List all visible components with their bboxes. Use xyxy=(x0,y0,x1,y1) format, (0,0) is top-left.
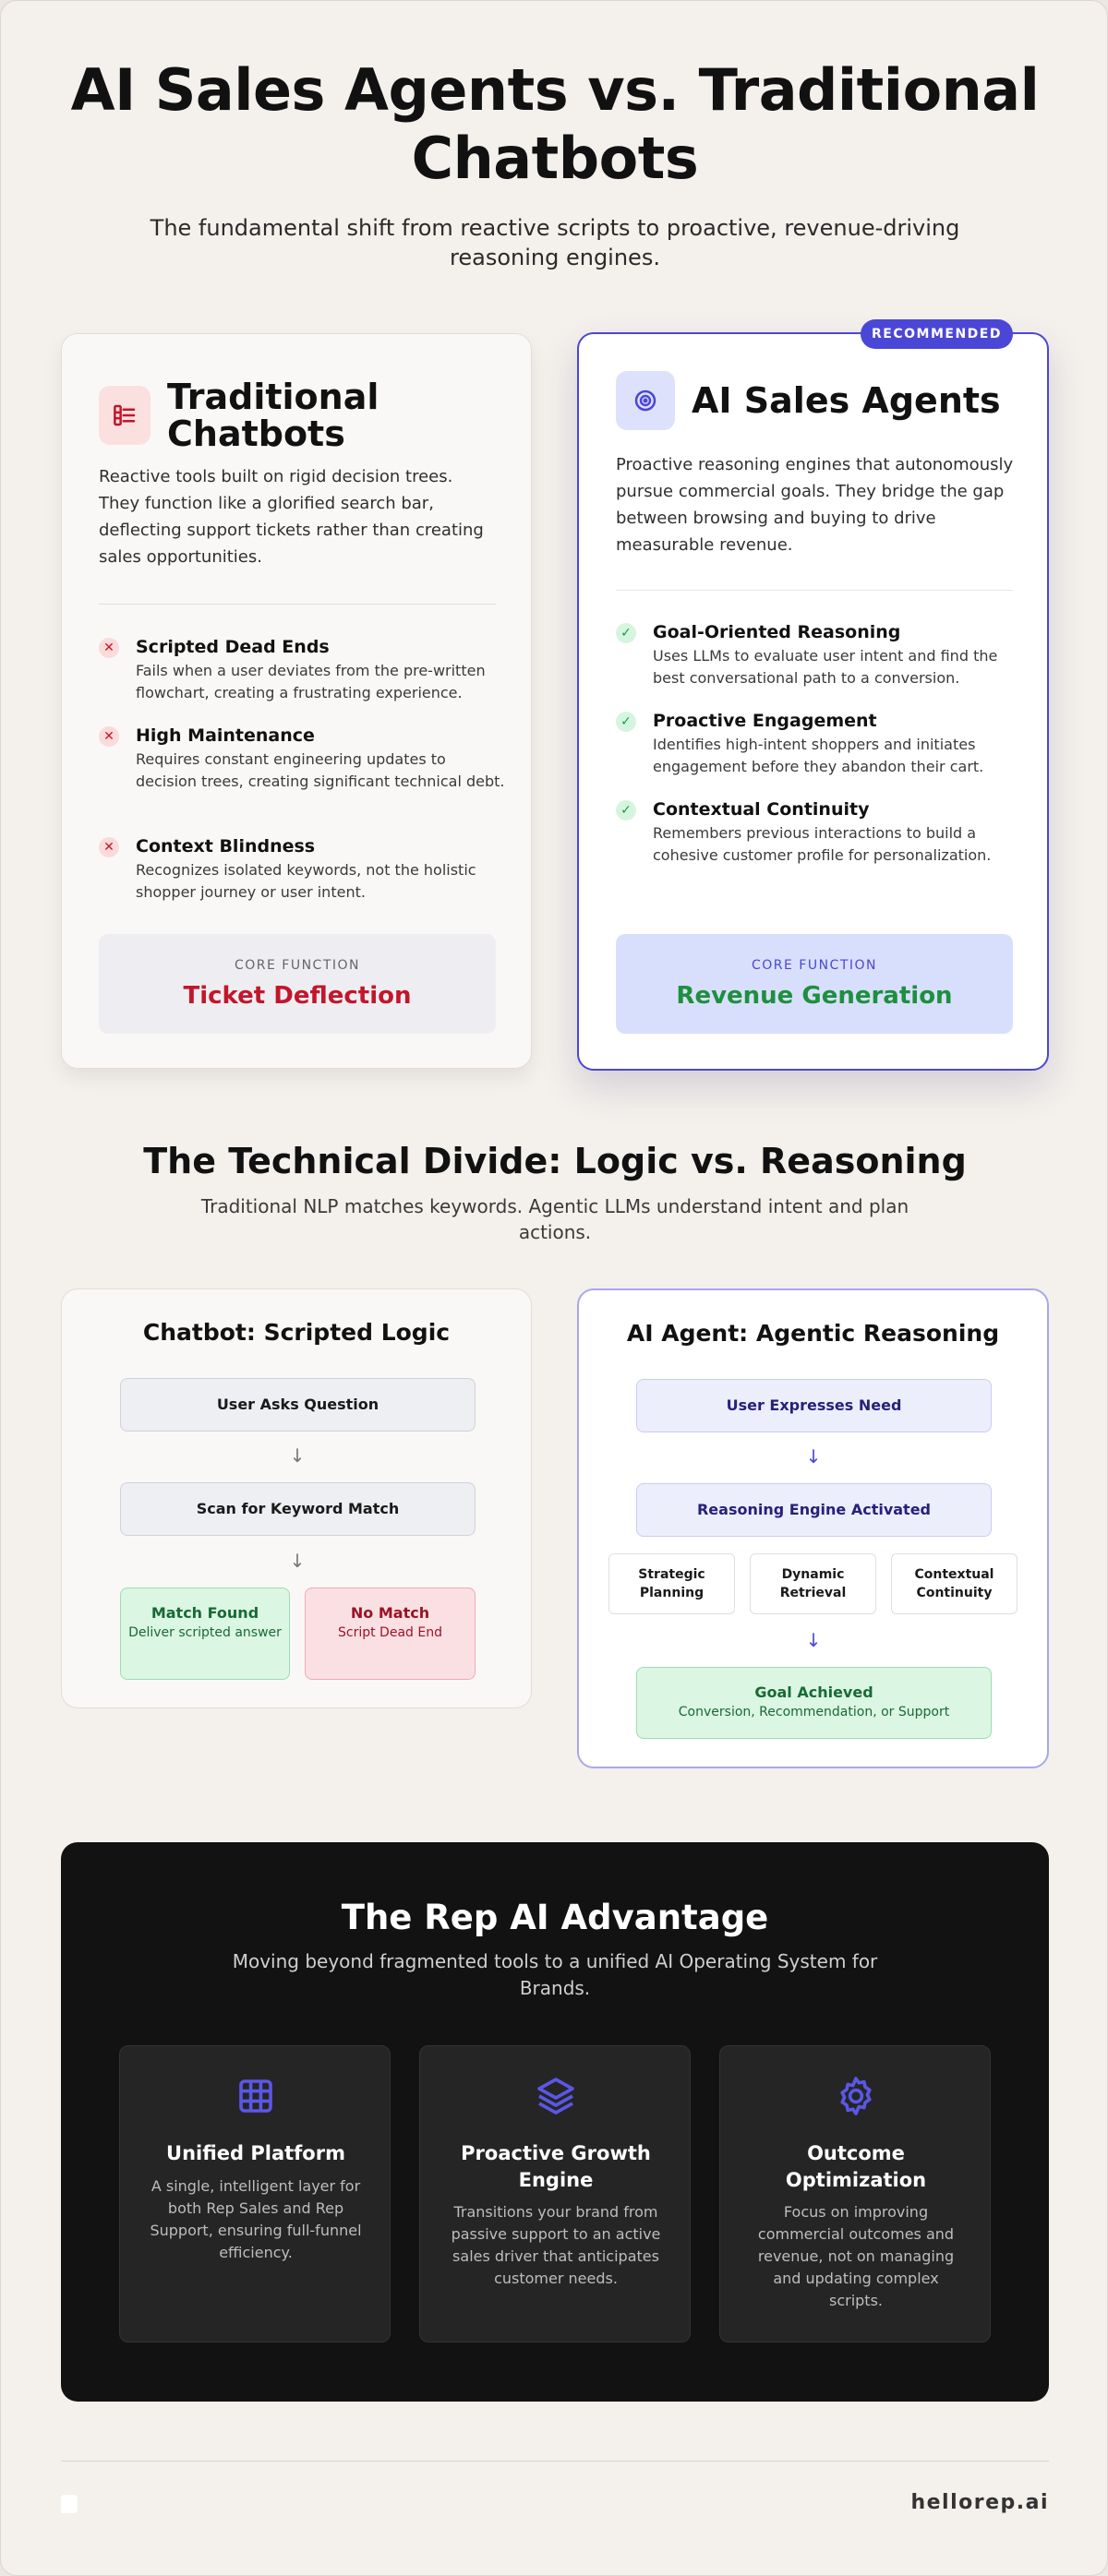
feature-description: Uses LLMs to evaluate user intent and find the best conversational path to a conversion. xyxy=(653,647,998,687)
core-function-label: CORE FUNCTION xyxy=(234,958,361,973)
feature-description: Recognizes isolated keywords, not the holistic shopper journey or user intent. xyxy=(136,861,476,901)
layers-icon xyxy=(534,2074,578,2118)
feature-item xyxy=(616,798,1022,867)
arrow-down-icon: ↓ xyxy=(805,1629,822,1651)
arrow-down-icon: ↓ xyxy=(805,1445,822,1468)
footer-divider xyxy=(61,2461,1049,2462)
chatbot-flow-diagram xyxy=(61,1288,532,1708)
outcome-title: Goal Achieved xyxy=(754,1683,873,1701)
flow-title: Chatbot: Scripted Logic xyxy=(142,1319,451,1346)
feature-title: Scripted Dead Ends xyxy=(136,637,330,657)
advantage-section xyxy=(61,1842,1049,2402)
outcome-description: Conversion, Recommendation, or Support xyxy=(678,1705,950,1719)
outcome-description: Script Dead End xyxy=(338,1625,442,1640)
arrow-down-icon: ↓ xyxy=(289,1444,306,1467)
x-icon: ✕ xyxy=(99,837,119,857)
x-icon: ✕ xyxy=(99,638,119,658)
feature-item xyxy=(616,710,1022,778)
card-description: Proactive reasoning engines that autonomously pursue commercial goals. They bridge the gap between browsing and buying to drive measurable revenue. xyxy=(616,455,1014,555)
flow-step: Scan for Keyword Match xyxy=(120,1482,476,1536)
tile-title: Outcome Optimization xyxy=(785,2142,927,2191)
branch-box: Dynamic Retrieval xyxy=(750,1553,876,1614)
feature-description: Identifies high-intent shoppers and initiates engagement before they abandon their cart. xyxy=(653,736,984,775)
core-function-box xyxy=(99,934,496,1034)
section-subtitle: Traditional NLP matches keywords. Agentic LLMs understand intent and plan actions. xyxy=(200,1195,909,1243)
check-icon: ✓ xyxy=(616,712,636,732)
flow-step: User Asks Question xyxy=(120,1378,476,1432)
feature-title: Goal-Oriented Reasoning xyxy=(653,622,901,642)
feature-title: Contextual Continuity xyxy=(653,799,870,820)
list-icon xyxy=(99,386,151,445)
core-function-value: Revenue Generation xyxy=(676,982,953,1010)
feature-description: Fails when a user deviates from the pre-written flowchart, creating a frustrating experience. xyxy=(136,662,486,701)
core-function-value: Ticket Deflection xyxy=(183,982,412,1010)
feature-title: Proactive Engagement xyxy=(653,711,877,731)
outcome-description: Deliver scripted answer xyxy=(128,1625,282,1640)
flow-title: AI Agent: Agentic Reasoning xyxy=(626,1320,1000,1347)
divider xyxy=(616,590,1013,591)
ai-sales-agents-card xyxy=(577,327,1049,1071)
no-match-box xyxy=(305,1588,476,1680)
feature-description: Requires constant engineering updates to decision trees, creating significant technical debt. xyxy=(136,750,505,790)
flow-step: User Expresses Need xyxy=(636,1379,992,1432)
feature-item xyxy=(616,621,1022,689)
core-function-label: CORE FUNCTION xyxy=(751,958,878,973)
recommended-badge: RECOMMENDED xyxy=(861,319,1013,349)
feature-title: High Maintenance xyxy=(136,725,315,746)
flow-step: Reasoning Engine Activated xyxy=(636,1483,992,1537)
grid-icon xyxy=(234,2074,278,2118)
tile-title: Proactive Growth Engine xyxy=(461,2142,651,2191)
traditional-chatbots-card xyxy=(61,333,532,1069)
outcome-title: No Match xyxy=(350,1604,430,1622)
feature-item xyxy=(99,636,505,704)
branch-box: Strategic Planning xyxy=(608,1553,735,1614)
divider xyxy=(99,604,496,605)
goal-achieved-box xyxy=(636,1667,992,1739)
match-found-box xyxy=(120,1588,290,1680)
gear-icon xyxy=(834,2074,878,2118)
feature-item xyxy=(99,725,505,793)
target-icon xyxy=(616,371,675,430)
technical-divide-section xyxy=(1,1138,1108,1245)
advantage-tile xyxy=(119,2045,391,2342)
feature-title: Context Blindness xyxy=(136,836,316,857)
section-subtitle: Moving beyond fragmented tools to a unified AI Operating System for Brands. xyxy=(232,1950,878,1999)
page-title: AI Sales Agents vs. Traditional Chatbots xyxy=(70,56,1040,192)
feature-description: Remembers previous interactions to build a cohesive customer profile for personalization. xyxy=(653,824,992,864)
card-title: Traditional Chatbots xyxy=(167,377,379,454)
feature-item xyxy=(99,835,505,904)
card-header xyxy=(616,371,1001,430)
check-icon: ✓ xyxy=(616,800,636,821)
tile-description: Transitions your brand from passive support to an active sales driver that anticipates customer needs. xyxy=(451,2203,661,2287)
tile-title: Unified Platform xyxy=(166,2142,345,2164)
hero-section xyxy=(1,56,1108,272)
advantage-tile xyxy=(719,2045,991,2342)
card-description: Reactive tools built on rigid decision trees. They function like a glorified search bar, deflecting support tickets rather than creating sales opportunities. xyxy=(99,467,484,567)
card-title: AI Sales Agents xyxy=(692,380,1001,421)
section-title: The Rep AI Advantage xyxy=(341,1898,769,1937)
brand-logo xyxy=(61,2495,78,2513)
section-title: The Technical Divide: Logic vs. Reasoning xyxy=(143,1141,967,1181)
core-function-box xyxy=(616,934,1013,1034)
check-icon: ✓ xyxy=(616,623,636,643)
page-subtitle: The fundamental shift from reactive scripts to proactive, revenue-driving reasoning engines. xyxy=(150,215,960,270)
card-header xyxy=(99,378,531,452)
x-icon: ✕ xyxy=(99,726,119,747)
outcome-title: Match Found xyxy=(151,1604,259,1622)
advantage-tile xyxy=(419,2045,691,2342)
footer-domain[interactable]: hellorep.ai xyxy=(910,2491,1049,2514)
agent-flow-diagram xyxy=(577,1288,1049,1768)
tile-description: Focus on improving commercial outcomes and revenue, not on managing and updating complex scripts. xyxy=(757,2203,955,2309)
tile-description: A single, intelligent layer for both Rep Sales and Rep Support, ensuring full-funnel efficiency. xyxy=(150,2177,362,2261)
branch-box: Contextual Continuity xyxy=(891,1553,1018,1614)
arrow-down-icon: ↓ xyxy=(289,1550,306,1572)
